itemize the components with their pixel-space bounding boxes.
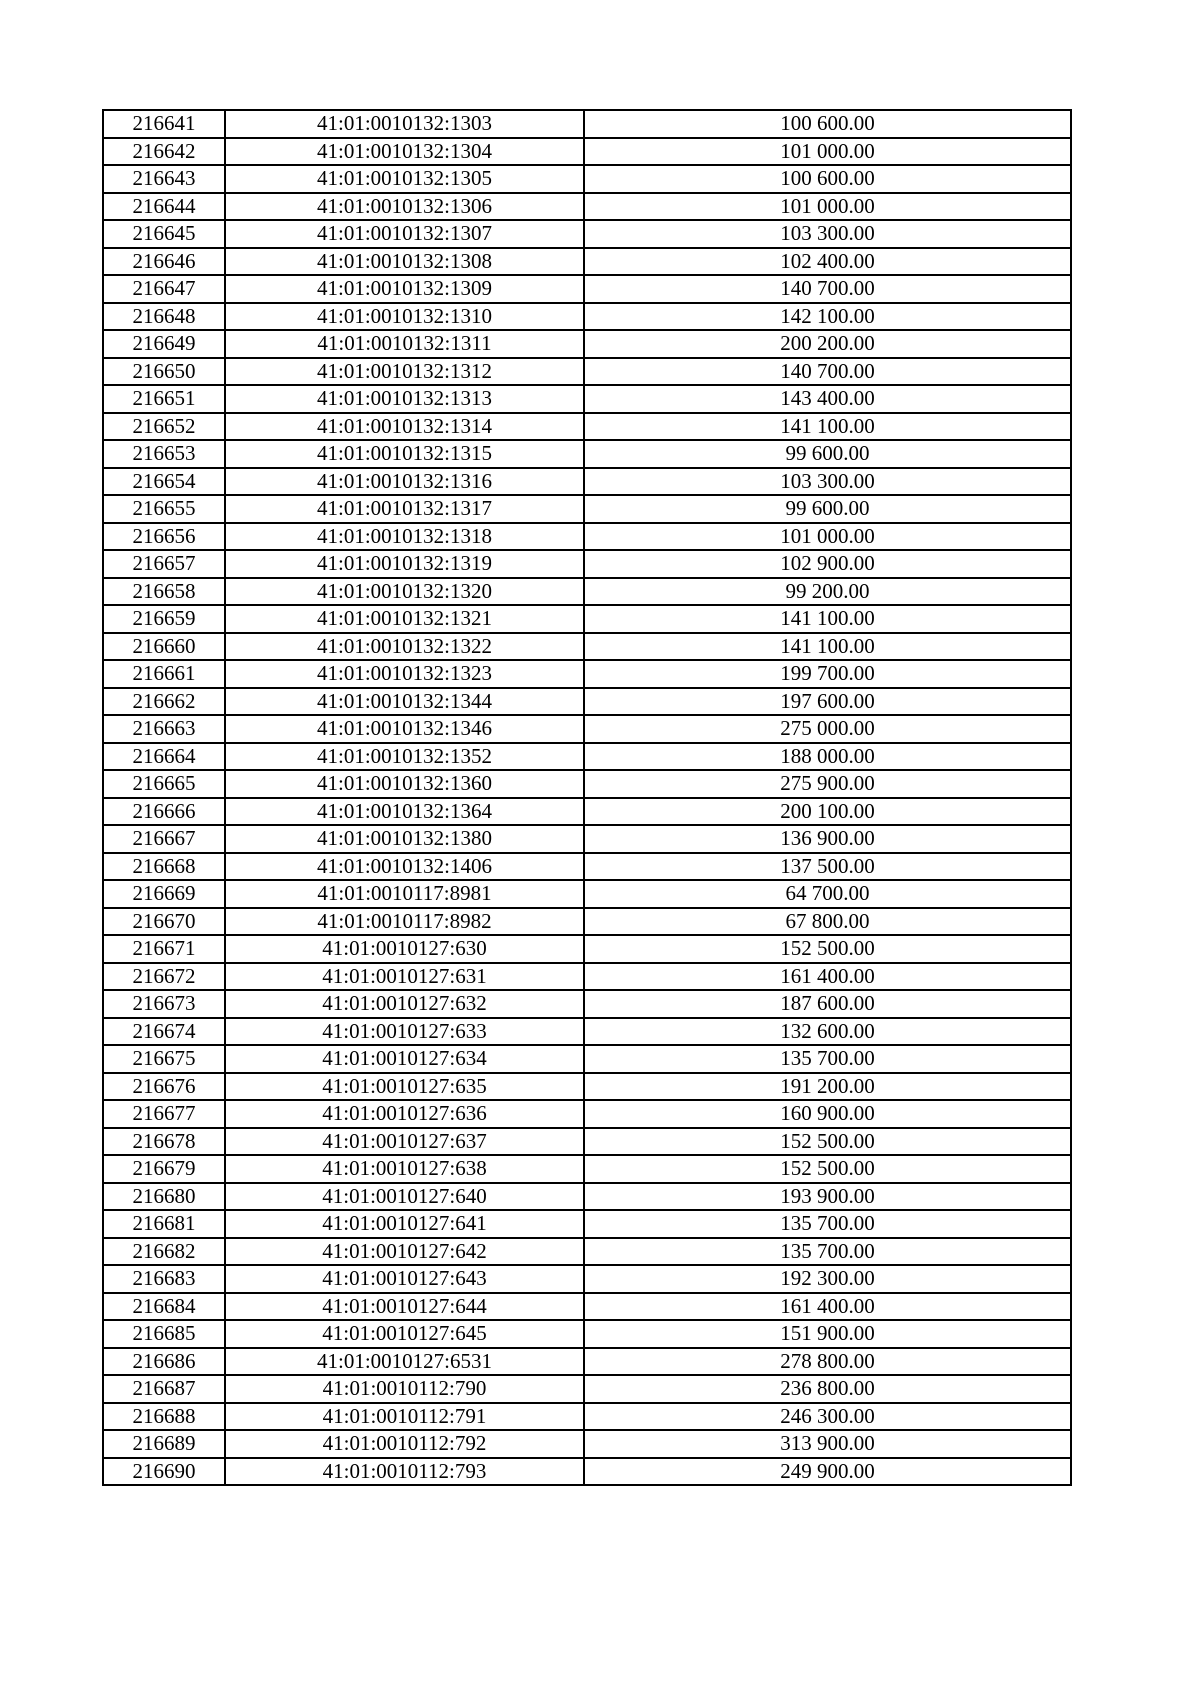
row-number-cell: 216673 xyxy=(103,990,225,1018)
cadastral-number-cell: 41:01:0010132:1314 xyxy=(225,413,584,441)
row-number-cell: 216653 xyxy=(103,440,225,468)
cadastral-number-cell: 41:01:0010117:8981 xyxy=(225,880,584,908)
row-number-cell: 216645 xyxy=(103,220,225,248)
table-row xyxy=(103,1045,1071,1073)
table-row xyxy=(103,1100,1071,1128)
table-row xyxy=(103,1403,1071,1431)
row-number-cell: 216675 xyxy=(103,1045,225,1073)
cadastral-number-cell: 41:01:0010132:1309 xyxy=(225,275,584,303)
cadastral-value-cell: 143 400.00 xyxy=(584,385,1071,413)
table-row xyxy=(103,880,1071,908)
table-row xyxy=(103,633,1071,661)
cadastral-value-cell: 152 500.00 xyxy=(584,935,1071,963)
cadastral-value-cell: 141 100.00 xyxy=(584,413,1071,441)
cadastral-value-cell: 193 900.00 xyxy=(584,1183,1071,1211)
row-number-cell: 216682 xyxy=(103,1238,225,1266)
table-row xyxy=(103,1458,1071,1486)
row-number-cell: 216688 xyxy=(103,1403,225,1431)
cadastral-value-cell: 103 300.00 xyxy=(584,220,1071,248)
cadastral-number-cell: 41:01:0010132:1320 xyxy=(225,578,584,606)
cadastral-value-cell: 99 600.00 xyxy=(584,495,1071,523)
row-number-cell: 216655 xyxy=(103,495,225,523)
row-number-cell: 216686 xyxy=(103,1348,225,1376)
cadastral-number-cell: 41:01:0010112:792 xyxy=(225,1430,584,1458)
row-number-cell: 216657 xyxy=(103,550,225,578)
cadastral-value-cell: 246 300.00 xyxy=(584,1403,1071,1431)
table-row xyxy=(103,468,1071,496)
table-row xyxy=(103,1238,1071,1266)
cadastral-value-cell: 102 400.00 xyxy=(584,248,1071,276)
table-row xyxy=(103,825,1071,853)
row-number-cell: 216678 xyxy=(103,1128,225,1156)
table-row xyxy=(103,605,1071,633)
row-number-cell: 216658 xyxy=(103,578,225,606)
table-row xyxy=(103,1375,1071,1403)
row-number-cell: 216646 xyxy=(103,248,225,276)
cadastral-value-cell: 160 900.00 xyxy=(584,1100,1071,1128)
table-row xyxy=(103,1073,1071,1101)
table-row xyxy=(103,1265,1071,1293)
row-number-cell: 216672 xyxy=(103,963,225,991)
cadastral-value-cell: 151 900.00 xyxy=(584,1320,1071,1348)
row-number-cell: 216679 xyxy=(103,1155,225,1183)
row-number-cell: 216650 xyxy=(103,358,225,386)
cadastral-number-cell: 41:01:0010127:644 xyxy=(225,1293,584,1321)
cadastral-number-cell: 41:01:0010132:1346 xyxy=(225,715,584,743)
cadastral-number-cell: 41:01:0010127:6531 xyxy=(225,1348,584,1376)
table-row xyxy=(103,413,1071,441)
table-row xyxy=(103,990,1071,1018)
row-number-cell: 216660 xyxy=(103,633,225,661)
row-number-cell: 216649 xyxy=(103,330,225,358)
cadastral-number-cell: 41:01:0010127:635 xyxy=(225,1073,584,1101)
row-number-cell: 216666 xyxy=(103,798,225,826)
table-row xyxy=(103,523,1071,551)
table-row xyxy=(103,1293,1071,1321)
cadastral-value-cell: 200 200.00 xyxy=(584,330,1071,358)
row-number-cell: 216663 xyxy=(103,715,225,743)
cadastral-value-cell: 278 800.00 xyxy=(584,1348,1071,1376)
cadastral-number-cell: 41:01:0010132:1319 xyxy=(225,550,584,578)
cadastral-value-cell: 103 300.00 xyxy=(584,468,1071,496)
cadastral-number-cell: 41:01:0010117:8982 xyxy=(225,908,584,936)
row-number-cell: 216680 xyxy=(103,1183,225,1211)
cadastral-value-cell: 101 000.00 xyxy=(584,138,1071,166)
table-row xyxy=(103,1183,1071,1211)
cadastral-number-cell: 41:01:0010112:793 xyxy=(225,1458,584,1486)
row-number-cell: 216643 xyxy=(103,165,225,193)
cadastral-number-cell: 41:01:0010132:1310 xyxy=(225,303,584,331)
row-number-cell: 216648 xyxy=(103,303,225,331)
cadastral-number-cell: 41:01:0010132:1406 xyxy=(225,853,584,881)
cadastral-value-cell: 192 300.00 xyxy=(584,1265,1071,1293)
cadastral-number-cell: 41:01:0010132:1304 xyxy=(225,138,584,166)
cadastral-number-cell: 41:01:0010127:631 xyxy=(225,963,584,991)
row-number-cell: 216644 xyxy=(103,193,225,221)
row-number-cell: 216668 xyxy=(103,853,225,881)
table-row xyxy=(103,1155,1071,1183)
cadastral-value-cell: 135 700.00 xyxy=(584,1045,1071,1073)
cadastral-number-cell: 41:01:0010132:1352 xyxy=(225,743,584,771)
cadastral-number-cell: 41:01:0010127:645 xyxy=(225,1320,584,1348)
cadastral-number-cell: 41:01:0010132:1316 xyxy=(225,468,584,496)
cadastral-value-cell: 99 200.00 xyxy=(584,578,1071,606)
cadastral-value-cell: 136 900.00 xyxy=(584,825,1071,853)
row-number-cell: 216664 xyxy=(103,743,225,771)
row-number-cell: 216665 xyxy=(103,770,225,798)
table-row xyxy=(103,1348,1071,1376)
cadastral-number-cell: 41:01:0010112:791 xyxy=(225,1403,584,1431)
cadastral-number-cell: 41:01:0010127:632 xyxy=(225,990,584,1018)
table-row xyxy=(103,495,1071,523)
table-row xyxy=(103,138,1071,166)
table-row xyxy=(103,935,1071,963)
cadastral-number-cell: 41:01:0010127:630 xyxy=(225,935,584,963)
cadastral-number-cell: 41:01:0010127:636 xyxy=(225,1100,584,1128)
cadastral-value-cell: 141 100.00 xyxy=(584,633,1071,661)
cadastral-number-cell: 41:01:0010132:1313 xyxy=(225,385,584,413)
table-row xyxy=(103,1128,1071,1156)
cadastral-value-cell: 100 600.00 xyxy=(584,165,1071,193)
row-number-cell: 216684 xyxy=(103,1293,225,1321)
cadastral-number-cell: 41:01:0010127:643 xyxy=(225,1265,584,1293)
cadastral-value-cell: 67 800.00 xyxy=(584,908,1071,936)
row-number-cell: 216683 xyxy=(103,1265,225,1293)
table-body xyxy=(103,110,1071,1485)
table-row xyxy=(103,440,1071,468)
row-number-cell: 216671 xyxy=(103,935,225,963)
cadastral-number-cell: 41:01:0010127:642 xyxy=(225,1238,584,1266)
table-row xyxy=(103,220,1071,248)
table-row xyxy=(103,165,1071,193)
cadastral-value-cell: 101 000.00 xyxy=(584,523,1071,551)
cadastral-number-cell: 41:01:0010132:1322 xyxy=(225,633,584,661)
table-row xyxy=(103,110,1071,138)
table-row xyxy=(103,688,1071,716)
cadastral-value-cell: 102 900.00 xyxy=(584,550,1071,578)
cadastral-value-cell: 132 600.00 xyxy=(584,1018,1071,1046)
table-row xyxy=(103,275,1071,303)
cadastral-value-cell: 140 700.00 xyxy=(584,275,1071,303)
row-number-cell: 216669 xyxy=(103,880,225,908)
table-row xyxy=(103,330,1071,358)
row-number-cell: 216676 xyxy=(103,1073,225,1101)
cadastral-number-cell: 41:01:0010132:1306 xyxy=(225,193,584,221)
cadastral-value-cell: 140 700.00 xyxy=(584,358,1071,386)
table-row xyxy=(103,798,1071,826)
cadastral-value-cell: 135 700.00 xyxy=(584,1238,1071,1266)
table-row xyxy=(103,385,1071,413)
cadastral-number-cell: 41:01:0010132:1308 xyxy=(225,248,584,276)
cadastral-number-cell: 41:01:0010132:1360 xyxy=(225,770,584,798)
cadastral-number-cell: 41:01:0010132:1323 xyxy=(225,660,584,688)
table-row xyxy=(103,578,1071,606)
table-row xyxy=(103,853,1071,881)
cadastral-number-cell: 41:01:0010132:1317 xyxy=(225,495,584,523)
row-number-cell: 216642 xyxy=(103,138,225,166)
cadastral-value-cell: 188 000.00 xyxy=(584,743,1071,771)
table-row xyxy=(103,1210,1071,1238)
cadastral-number-cell: 41:01:0010112:790 xyxy=(225,1375,584,1403)
cadastral-value-cell: 141 100.00 xyxy=(584,605,1071,633)
cadastral-number-cell: 41:01:0010127:633 xyxy=(225,1018,584,1046)
cadastral-number-cell: 41:01:0010132:1318 xyxy=(225,523,584,551)
cadastral-number-cell: 41:01:0010127:638 xyxy=(225,1155,584,1183)
cadastral-number-cell: 41:01:0010127:641 xyxy=(225,1210,584,1238)
row-number-cell: 216652 xyxy=(103,413,225,441)
row-number-cell: 216685 xyxy=(103,1320,225,1348)
cadastral-number-cell: 41:01:0010132:1364 xyxy=(225,798,584,826)
cadastral-number-cell: 41:01:0010132:1321 xyxy=(225,605,584,633)
cadastral-value-cell: 161 400.00 xyxy=(584,963,1071,991)
table-row xyxy=(103,963,1071,991)
table-row xyxy=(103,1430,1071,1458)
cadastral-value-cell: 152 500.00 xyxy=(584,1128,1071,1156)
cadastral-number-cell: 41:01:0010132:1344 xyxy=(225,688,584,716)
table-row xyxy=(103,1320,1071,1348)
row-number-cell: 216667 xyxy=(103,825,225,853)
table-row xyxy=(103,248,1071,276)
row-number-cell: 216681 xyxy=(103,1210,225,1238)
cadastral-value-cell: 275 900.00 xyxy=(584,770,1071,798)
row-number-cell: 216687 xyxy=(103,1375,225,1403)
cadastral-value-cell: 137 500.00 xyxy=(584,853,1071,881)
row-number-cell: 216677 xyxy=(103,1100,225,1128)
cadastral-value-cell: 187 600.00 xyxy=(584,990,1071,1018)
row-number-cell: 216641 xyxy=(103,110,225,138)
row-number-cell: 216674 xyxy=(103,1018,225,1046)
cadastral-value-cell: 152 500.00 xyxy=(584,1155,1071,1183)
cadastral-value-cell: 275 000.00 xyxy=(584,715,1071,743)
table-row xyxy=(103,1018,1071,1046)
cadastral-number-cell: 41:01:0010132:1315 xyxy=(225,440,584,468)
cadastral-value-cell: 135 700.00 xyxy=(584,1210,1071,1238)
cadastral-number-cell: 41:01:0010127:637 xyxy=(225,1128,584,1156)
table-row xyxy=(103,550,1071,578)
cadastral-number-cell: 41:01:0010132:1312 xyxy=(225,358,584,386)
cadastral-value-cell: 197 600.00 xyxy=(584,688,1071,716)
cadastral-value-table xyxy=(102,109,1072,1486)
row-number-cell: 216661 xyxy=(103,660,225,688)
table-row xyxy=(103,908,1071,936)
cadastral-value-cell: 161 400.00 xyxy=(584,1293,1071,1321)
cadastral-value-cell: 313 900.00 xyxy=(584,1430,1071,1458)
cadastral-value-cell: 64 700.00 xyxy=(584,880,1071,908)
row-number-cell: 216670 xyxy=(103,908,225,936)
cadastral-value-cell: 249 900.00 xyxy=(584,1458,1071,1486)
cadastral-number-cell: 41:01:0010127:634 xyxy=(225,1045,584,1073)
cadastral-value-cell: 191 200.00 xyxy=(584,1073,1071,1101)
cadastral-value-cell: 199 700.00 xyxy=(584,660,1071,688)
table-row xyxy=(103,193,1071,221)
row-number-cell: 216647 xyxy=(103,275,225,303)
table-row xyxy=(103,743,1071,771)
row-number-cell: 216689 xyxy=(103,1430,225,1458)
row-number-cell: 216659 xyxy=(103,605,225,633)
table-row xyxy=(103,770,1071,798)
cadastral-number-cell: 41:01:0010132:1311 xyxy=(225,330,584,358)
table-row xyxy=(103,303,1071,331)
table-row xyxy=(103,660,1071,688)
cadastral-value-cell: 200 100.00 xyxy=(584,798,1071,826)
cadastral-value-cell: 101 000.00 xyxy=(584,193,1071,221)
row-number-cell: 216654 xyxy=(103,468,225,496)
cadastral-value-cell: 99 600.00 xyxy=(584,440,1071,468)
row-number-cell: 216662 xyxy=(103,688,225,716)
cadastral-value-cell: 236 800.00 xyxy=(584,1375,1071,1403)
cadastral-value-cell: 142 100.00 xyxy=(584,303,1071,331)
cadastral-value-cell: 100 600.00 xyxy=(584,110,1071,138)
cadastral-number-cell: 41:01:0010132:1303 xyxy=(225,110,584,138)
cadastral-number-cell: 41:01:0010132:1305 xyxy=(225,165,584,193)
table-row xyxy=(103,358,1071,386)
row-number-cell: 216690 xyxy=(103,1458,225,1486)
cadastral-number-cell: 41:01:0010127:640 xyxy=(225,1183,584,1211)
row-number-cell: 216651 xyxy=(103,385,225,413)
table-row xyxy=(103,715,1071,743)
row-number-cell: 216656 xyxy=(103,523,225,551)
cadastral-number-cell: 41:01:0010132:1380 xyxy=(225,825,584,853)
cadastral-number-cell: 41:01:0010132:1307 xyxy=(225,220,584,248)
